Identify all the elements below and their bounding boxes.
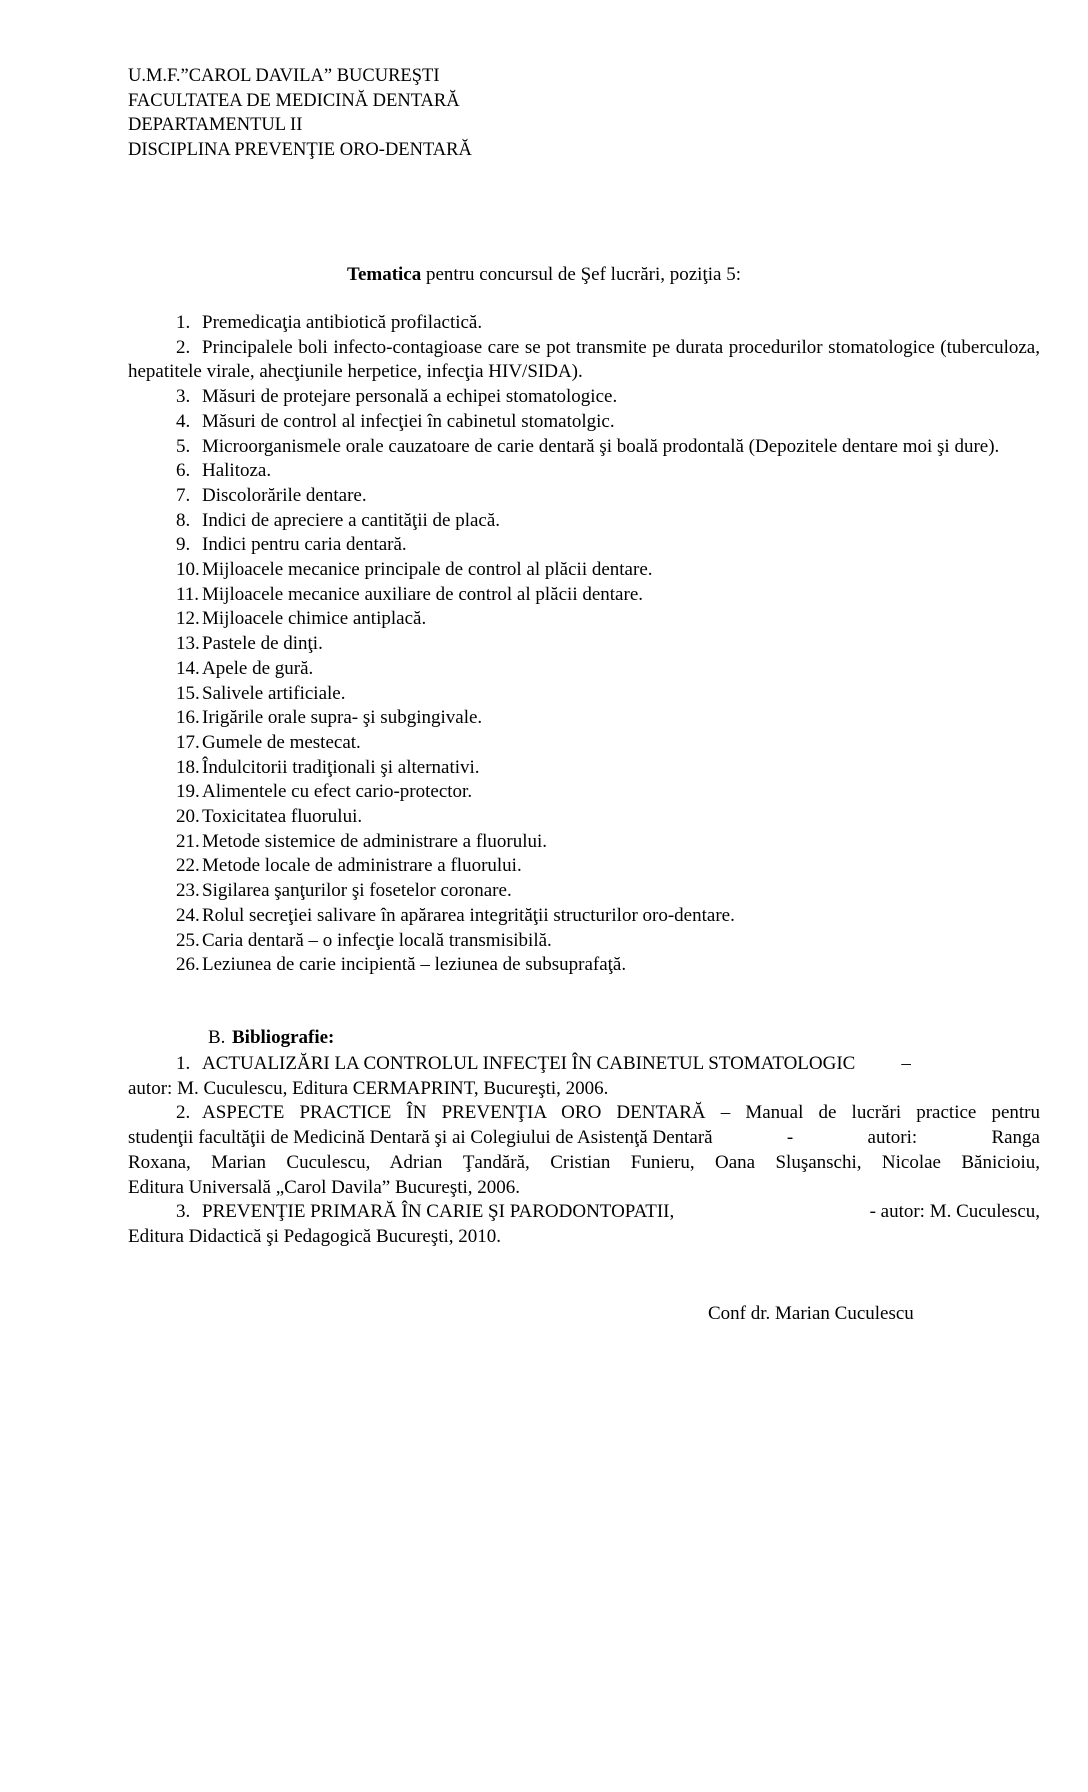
topic-text: Caria dentară – o infecţie locală transmisibilă. [202,929,552,951]
entry-number: 2. [176,1102,191,1124]
institution-header [128,64,472,162]
topic-text: Apele de gură. [202,657,314,679]
entry-author: - autor: M. Cuculescu, [869,1201,1040,1223]
topics-list [128,311,1040,978]
topic-item [128,459,1040,484]
section-title: Bibliografie: [232,1027,335,1048]
topic-text: Toxicitatea fluorului. [202,806,363,828]
entry-dash: – [901,1053,911,1074]
topic-text: Metode locale de administrare a fluorului. [202,855,522,877]
topic-text: Mijloacele chimice antiplacă. [202,608,427,630]
topic-number: 8. [176,509,191,531]
topic-item [128,682,1040,707]
topic-text: Leziunea de carie incipientă – leziunea de subsuprafaţă. [202,954,627,976]
topic-item [128,706,1040,731]
topic-text: Măsuri de control al infecţiei în cabinetul stomatolgic. [202,410,615,432]
topic-text: Irigările orale supra- şi subgingivale. [202,707,483,729]
topic-number: 19. [176,781,200,803]
entry-dash: - [786,1127,794,1149]
bibliography-list [128,1052,1040,1250]
topic-item [128,435,1040,460]
topic-item [128,830,1040,855]
bibliography-heading [128,1027,334,1049]
topic-item [128,607,1040,632]
topic-number: 12. [176,608,200,630]
entry-number: 3. [176,1201,191,1223]
topic-number: 22. [176,855,200,877]
entry-title: ASPECTE PRACTICE ÎN PREVENŢIA ORO DENTARĂ – Manual de lucrări practice pentru [202,1102,1040,1124]
entry-details: autor: M. Cuculescu, Editura CERMAPRINT, Bucureşti, 2006. [128,1077,609,1099]
topic-number: 23. [176,880,200,902]
topic-item [128,336,1040,385]
entry-title: PREVENŢIE PRIMARĂ ÎN CARIE ŞI PARODONTOPATII, [202,1201,675,1223]
topic-item [128,731,1040,756]
topic-item [128,484,1040,509]
entry-publisher: Editura Universală „Carol Davila” Bucureşti, 2006. [128,1176,521,1198]
topic-number: 17. [176,731,200,753]
topic-text: Alimentele cu efect cario-protector. [202,781,473,803]
header-university: U.M.F.”CAROL DAVILA” BUCUREŞTI [128,66,440,86]
topic-number: 9. [176,534,191,556]
topic-item [128,533,1040,558]
topic-item [128,558,1040,583]
topic-number: 25. [176,929,200,951]
entry-authors: Roxana, Marian Cuculescu, Adrian Ţandără, Cristian Funieru, Oana Sluşanschi, Nicolae Bănicioiu, [128,1151,1040,1173]
topic-item [128,385,1040,410]
title-rest: pentru concursul de Şef lucrări, poziţia 5: [421,264,741,285]
topic-number: 21. [176,830,200,852]
topic-number: 3. [176,386,191,408]
topic-number: 13. [176,633,200,655]
topic-text: Microorganismele orale cauzatoare de carie dentară şi boală prodontală (Depozitele dentare moi şi dure). [202,435,1000,457]
topic-number: 5. [176,435,191,457]
header-discipline: DISCIPLINA PREVENŢIE ORO-DENTARĂ [128,139,472,160]
topic-number: 26. [176,954,200,976]
entry-number: 1. [176,1053,191,1074]
topic-text: Metode sistemice de administrare a fluorului. [202,830,548,852]
entry-publisher: Editura Didactică şi Pedagogică Bucureşti, 2010. [128,1225,502,1247]
topic-item [128,632,1040,657]
signature: Conf dr. Marian Cuculescu [708,1303,914,1324]
topic-text: Pastele de dinţi. [202,633,323,655]
topic-text: Mijloacele mecanice auxiliare de control al plăcii dentare. [202,583,643,605]
entry-author: Ranga [991,1127,1040,1149]
topic-item [128,657,1040,682]
topic-item [128,953,1040,978]
bibliography-entry-2 [128,1101,1040,1200]
topic-text: Îndulcitorii tradiţionali şi alternativi. [202,756,480,778]
section-letter: B. [208,1027,226,1048]
topic-text: Rolul secreţiei salivare în apărarea integrităţii structurilor oro-dentare. [202,904,735,926]
topic-item [128,780,1040,805]
topic-item [128,879,1040,904]
topic-text: Mijloacele mecanice principale de control al plăcii dentare. [202,559,653,581]
topic-item [128,410,1040,435]
topic-number: 16. [176,707,200,729]
topic-number: 7. [176,484,191,506]
topic-number: 10. [176,559,200,581]
topic-number: 15. [176,682,200,704]
topic-text: Salivele artificiale. [202,682,346,704]
document-title [0,264,1088,286]
entry-authors-label: autori: [867,1127,918,1149]
bibliography-entry-3 [128,1200,1040,1249]
topic-item [128,756,1040,781]
topic-text: Indici de apreciere a cantităţii de placă. [202,509,501,531]
topic-item [128,904,1040,929]
topic-item [128,805,1040,830]
bibliography-entry-1 [128,1052,1040,1101]
topic-number: 2. [176,336,191,358]
topic-item [128,311,1040,336]
topic-number: 24. [176,904,200,926]
topic-item [128,854,1040,879]
header-department: DEPARTAMENTUL II [128,115,303,135]
topic-text: Premedicaţia antibiotică profilactică. [202,312,483,333]
topic-number: 11. [176,583,200,605]
topic-number: 18. [176,756,200,778]
topic-number: 14. [176,657,200,679]
topic-text: Măsuri de protejare personală a echipei stomatologice. [202,386,618,408]
header-faculty: FACULTATEA DE MEDICINĂ DENTARĂ [128,90,460,111]
topic-item [128,929,1040,954]
topic-text: Sigilarea şanţurilor şi fosetelor coronare. [202,880,512,902]
topic-item [128,583,1040,608]
topic-text: Indici pentru caria dentară. [202,534,407,556]
topic-number: 4. [176,410,191,432]
topic-text: Halitoza. [202,460,272,482]
entry-title: ACTUALIZĂRI LA CONTROLUL INFECŢEI ÎN CABINETUL STOMATOLOGIC [202,1053,856,1074]
topic-item [128,509,1040,534]
topic-number: 20. [176,806,200,828]
title-bold: Tematica [347,264,422,285]
topic-text: Gumele de mestecat. [202,731,361,753]
topic-number: 6. [176,460,191,482]
topic-number: 1. [176,312,191,333]
entry-line: studenţii facultăţii de Medicină Dentară şi ai Colegiului de Asistenţă Dentară [128,1127,713,1149]
topic-text: Discolorările dentare. [202,484,367,506]
topic-text: Principalele boli infecto-contagioase care se pot transmite pe durata procedurilor stomatologice (tuberculoza, hepatitele virale, ahecţiunile herpetice, infecţia HIV/SIDA). [128,336,1040,383]
